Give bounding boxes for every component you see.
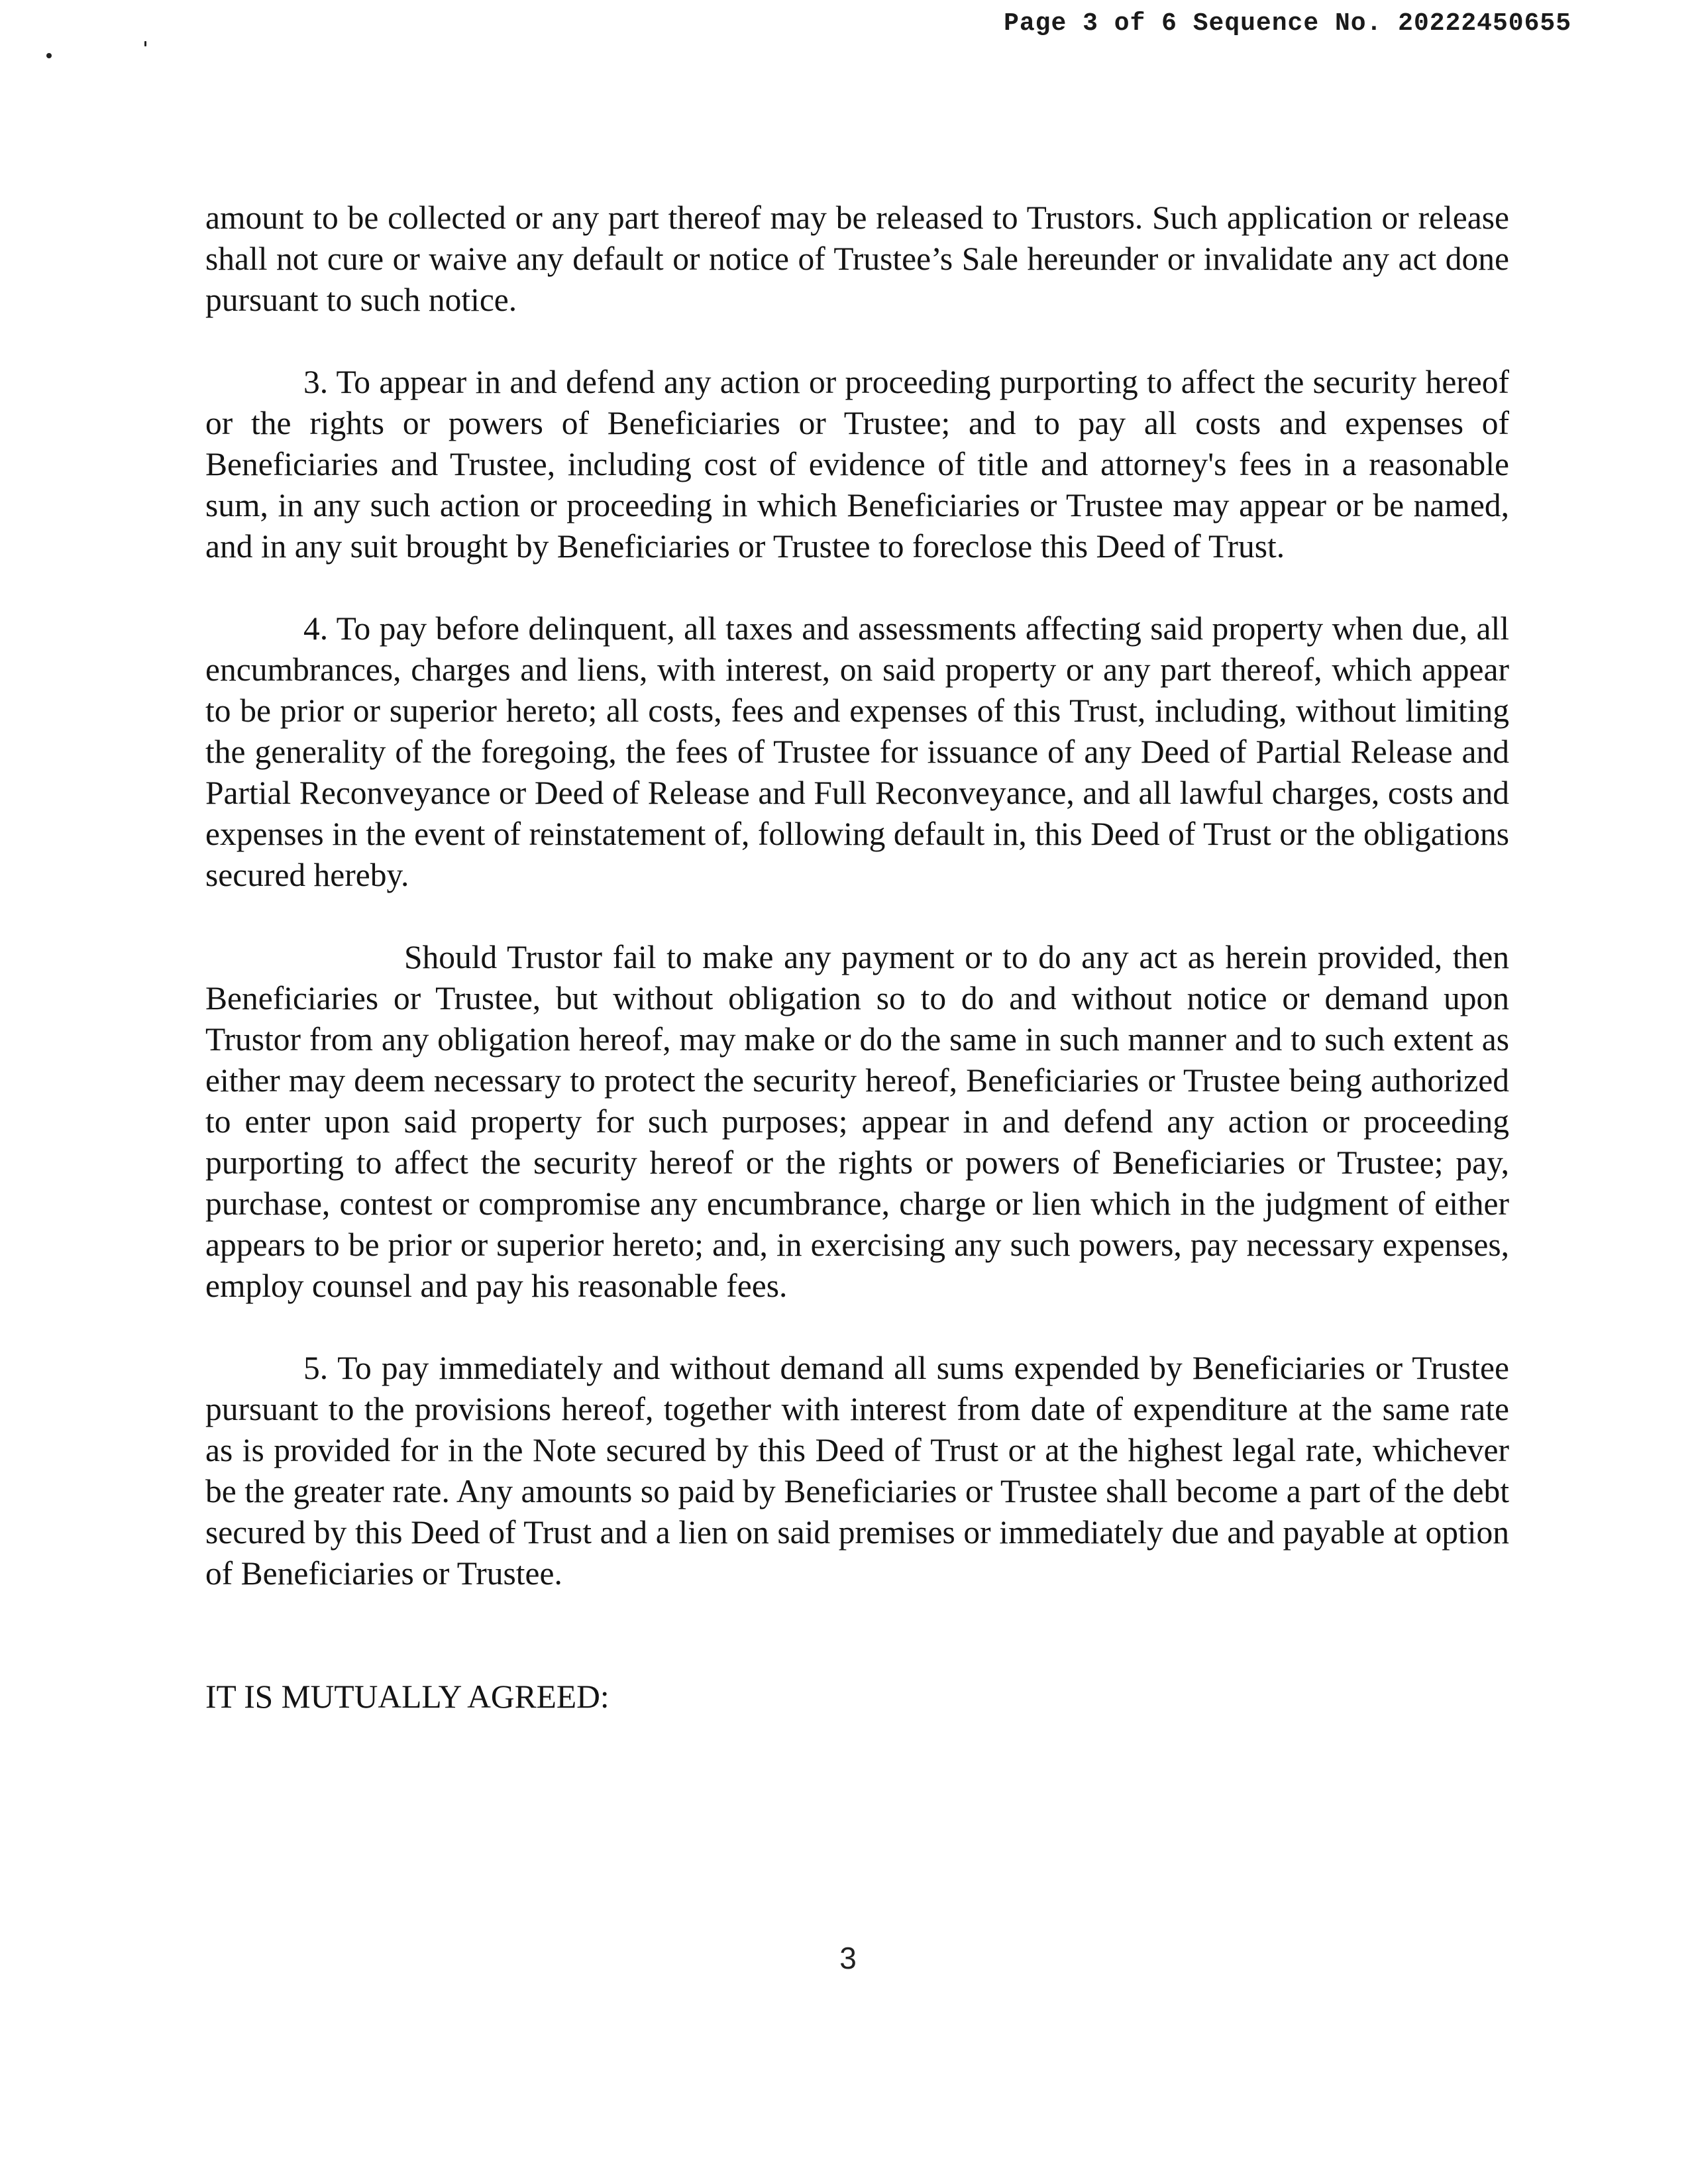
document-body: [205, 197, 1509, 1759]
scan-artifact-dot: [46, 53, 52, 58]
scan-artifact-mark: [144, 41, 146, 46]
sequence-stamp: Page 3 of 6 Sequence No. 20222450655: [1004, 9, 1571, 38]
paragraph-item-5: 5. To pay immediately and without demand all sums expended by Beneficiaries or Trustee pursuant to the provisions hereof, together with interest from date of expenditure at the same rate as is provided for in the Note secured by this Deed of Trust or at the highest legal rate, whichever be the greater rate. Any amounts so paid by Beneficiaries or Trustee shall become a part of the debt secured by this Deed of Trust and a lien on said premises or immediately due and payable at option of Beneficiaries or Trustee.: [205, 1350, 1509, 1592]
page-number: 3: [839, 1941, 857, 1975]
mutually-agreed-heading: IT IS MUTUALLY AGREED:: [205, 1678, 610, 1715]
paragraph-continuation: amount to be collected or any part thereof may be released to Trustors. Such application or release shall not cure or waive any default or notice of Trustee’s Sale hereunder or invalidate any act done pursuant to such notice.: [205, 199, 1509, 318]
paragraph-item-4: 4. To pay before delinquent, all taxes and assessments affecting said property when due, all encumbrances, charges and liens, with interest, on said property or any part thereof, which appear to be prior or superior hereto; all costs, fees and expenses of this Trust, including, without limiting the generality of the foregoing, the fees of Trustee for issuance of any Deed of Partial Release and Partial Reconveyance or Deed of Release and Full Reconveyance, and all lawful charges, costs and expenses in the event of reinstatement of, following default in, this Deed of Trust or the obligations secured hereby.: [205, 610, 1509, 893]
paragraph-item-3: 3. To appear in and defend any action or proceeding purporting to affect the security hereof or the rights or powers of Beneficiaries or Trustee; and to pay all costs and expenses of Beneficiaries and Trustee, including cost of evidence of title and attorney's fees in a reasonable sum, in any such action or proceeding in which Beneficiaries or Trustee may appear or be named, and in any suit brought by Beneficiaries or Trustee to foreclose this Deed of Trust.: [205, 364, 1509, 565]
paragraph-trustor-failure: Should Trustor fail to make any payment or to do any act as herein provided, then Beneficiaries or Trustee, but without obligation so to do and without notice or demand upon Trustor from any obligation hereof, may make or do the same in such manner and to such extent as either may deem necessary to protect the security hereof, Beneficiaries or Trustee being authorized to enter upon said property for such purposes; appear in and defend any action or proceeding purporting to affect the security hereof or the rights or powers of Beneficiaries or Trustee; pay, purchase, contest or compromise any encumbrance, charge or lien which in the judgment of either appears to be prior or superior hereto; and, in exercising any such powers, pay necessary expenses, employ counsel and pay his reasonable fees.: [205, 939, 1509, 1304]
